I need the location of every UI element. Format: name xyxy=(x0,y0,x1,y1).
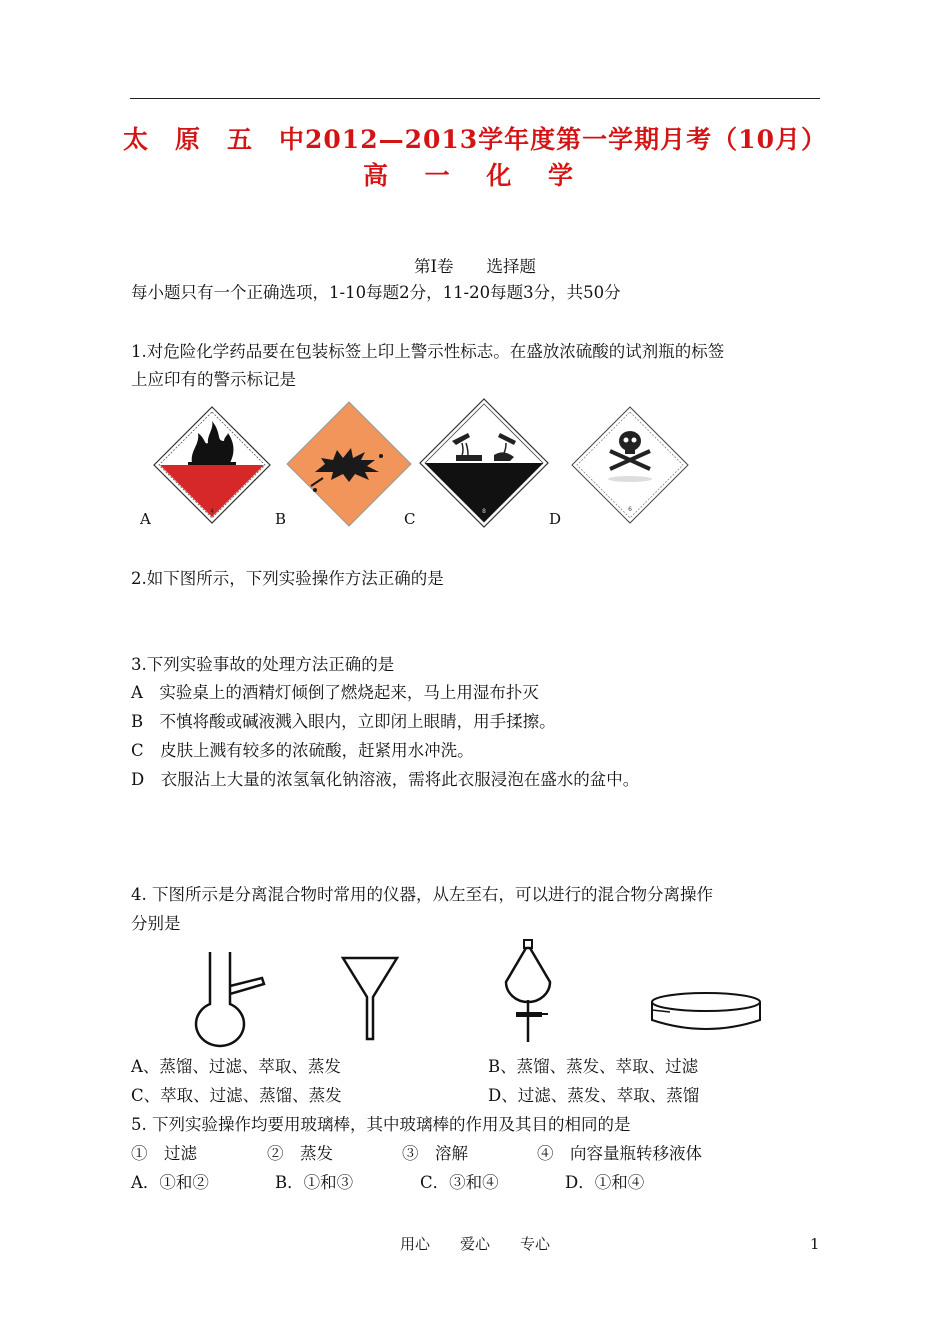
q5-item-2: ② 蒸发 xyxy=(267,1144,333,1163)
q1-line2: 上应印有的警示标记是 xyxy=(131,370,296,389)
q4-line2: 分别是 xyxy=(131,914,181,933)
evaporating-dish-icon xyxy=(648,990,764,1040)
separatory-funnel-icon xyxy=(500,938,560,1048)
q1-line1: 1.对危险化学药品要在包装标签上印上警示性标志。在盛放浓硫酸的试剂瓶的标签 xyxy=(131,342,725,361)
distillation-flask-icon xyxy=(188,948,268,1048)
sign-c-number: 8 xyxy=(482,508,486,515)
q5-item-3: ③ 溶解 xyxy=(402,1144,468,1163)
q5-option-c[interactable]: C．③和④ xyxy=(420,1173,499,1192)
page-number: 1 xyxy=(810,1235,820,1253)
q5-option-d[interactable]: D．①和④ xyxy=(565,1173,645,1192)
q1-option-b[interactable]: B xyxy=(275,510,287,528)
q3-option-d[interactable]: D 衣服沾上大量的浓氢氧化钠溶液，需将此衣服浸泡在盛水的盆中。 xyxy=(131,770,640,789)
q5-option-a[interactable]: A．①和② xyxy=(131,1173,209,1192)
sign-a-number: 4 xyxy=(210,508,214,515)
q4-option-d[interactable]: D、过滤、蒸发、萃取、蒸馏 xyxy=(488,1086,700,1105)
explosive-sign-icon xyxy=(285,400,416,528)
section-instructions: 每小题只有一个正确选项，1-10每题2分，11-20每题3分，共50分 xyxy=(131,283,621,302)
q3-option-a[interactable]: A 实验桌上的酒精灯倾倒了燃烧起来，马上用湿布扑灭 xyxy=(131,683,539,702)
corrosive-sign-icon xyxy=(418,397,550,529)
flammable-sign-icon xyxy=(152,405,272,525)
section-heading: 第Ⅰ卷 选择题 xyxy=(413,257,537,276)
q2-text: 2.如下图所示，下列实验操作方法正确的是 xyxy=(131,569,444,588)
q3-option-c[interactable]: C 皮肤上溅有较多的浓硫酸，赶紧用水冲洗。 xyxy=(131,741,474,760)
q4-option-a[interactable]: A、蒸馏、过滤、萃取、蒸发 xyxy=(131,1057,341,1076)
q4-option-c[interactable]: C、萃取、过滤、蒸馏、蒸发 xyxy=(131,1086,342,1105)
footer-motto: 用心 爱心 专心 xyxy=(399,1235,550,1253)
q4-option-b[interactable]: B、蒸馏、蒸发、萃取、过滤 xyxy=(488,1057,699,1076)
q4-line1: 4. 下图所示是分离混合物时常用的仪器，从左至右，可以进行的混合物分离操作 xyxy=(131,885,713,904)
q5-item-1: ① 过滤 xyxy=(131,1144,197,1163)
q1-option-a[interactable]: A xyxy=(140,510,151,528)
toxic-sign-icon xyxy=(570,405,690,525)
q5-stem: 5. 下列实验操作均要用玻璃棒，其中玻璃棒的作用及其目的相同的是 xyxy=(131,1115,631,1134)
funnel-icon xyxy=(340,955,400,1045)
q5-item-4: ④ 向容量瓶转移液体 xyxy=(537,1144,702,1163)
q1-option-d[interactable]: D xyxy=(549,510,562,528)
q3-option-b[interactable]: B 不慎将酸或碱液溅入眼内，立即闭上眼睛，用手揉擦。 xyxy=(131,712,556,731)
exam-title: 太 原 五 中2012—2013学年度第一学期月考（10月） xyxy=(123,125,827,154)
sign-d-number: 6 xyxy=(628,506,632,513)
subject-title: 高 一 化 学 xyxy=(362,161,588,190)
q5-option-b[interactable]: B．①和③ xyxy=(275,1173,354,1192)
q1-option-c[interactable]: C xyxy=(404,510,416,528)
header-rule xyxy=(130,98,820,99)
q3-stem: 3.下列实验事故的处理方法正确的是 xyxy=(131,655,395,674)
